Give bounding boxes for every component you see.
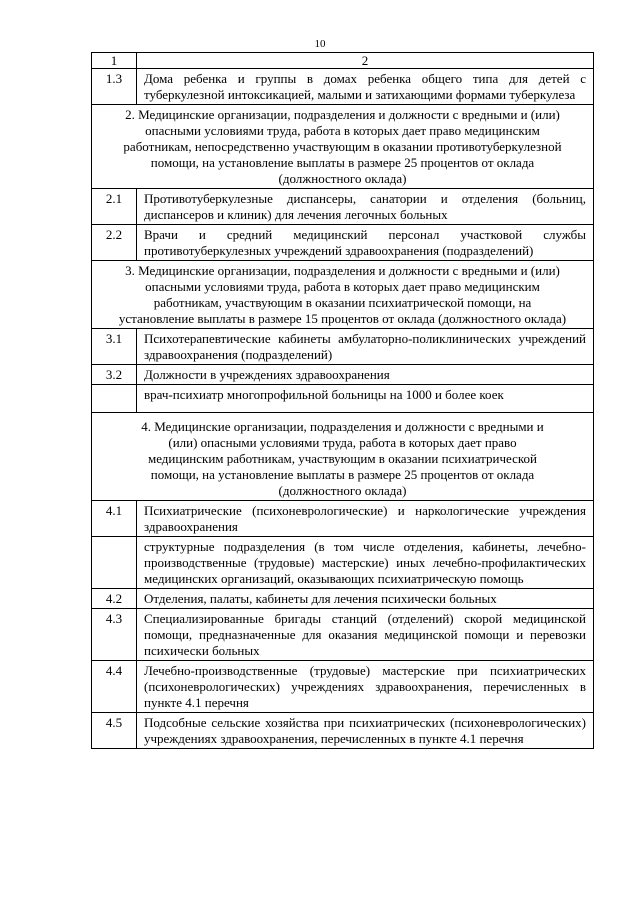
row-number bbox=[92, 537, 137, 589]
section-row bbox=[92, 105, 594, 189]
row-number: 2.1 bbox=[92, 189, 137, 225]
row-text: Врачи и средний медицинский персонал участковой службы противотуберкулезных учреждений здравоохранения (подразделений) bbox=[137, 225, 594, 261]
row-number: 4.2 bbox=[92, 589, 137, 609]
row-text: Подсобные сельские хозяйства при психиатрических (психоневрологических) учреждениях здравоохранения, перечисленных в пункте 4.1 перечня bbox=[137, 713, 594, 749]
column-header-description: 2 bbox=[137, 53, 594, 69]
table-row bbox=[92, 189, 594, 225]
row-text: Дома ребенка и группы в домах ребенка общего типа для детей с туберкулезной интоксикацией, малыми и затихающими формами туберкулеза bbox=[137, 69, 594, 105]
section-row bbox=[92, 261, 594, 329]
row-text: структурные подразделения (в том числе отделения, кабинеты, лечебно-производственные (трудовые) мастерские) иных лечебно-профилактических медицинских организаций, оказывающих психиатрическую помощь bbox=[137, 537, 594, 589]
column-header-number: 1 bbox=[92, 53, 137, 69]
table-row bbox=[92, 713, 594, 749]
row-text: Должности в учреждениях здравоохранения bbox=[137, 365, 594, 385]
table-row bbox=[92, 501, 594, 537]
page-number: 10 bbox=[314, 38, 326, 50]
row-text: Лечебно-производственные (трудовые) мастерские при психиатрических (психоневрологических) учреждениях здравоохранения, перечисленных в пункте 4.1 перечня bbox=[137, 661, 594, 713]
row-number: 2.2 bbox=[92, 225, 137, 261]
section-row bbox=[92, 413, 594, 501]
table-row bbox=[92, 385, 594, 413]
table-row bbox=[92, 69, 594, 105]
row-text: Отделения, палаты, кабинеты для лечения психически больных bbox=[137, 589, 594, 609]
table-row bbox=[92, 365, 594, 385]
table-row bbox=[92, 661, 594, 713]
section-heading: 4. Медицинские организации, подразделения и должности с вредными и (или) опасными условиями труда, работа в которых дает право медицинским работникам, участвующим в оказании психиатрической помощи, на установление выплаты в размере 25 процентов от оклада (должностного оклада) bbox=[92, 413, 594, 501]
section-heading: 2. Медицинские организации, подразделения и должности с вредными и (или) опасными условиями труда, работа в которых дает право медицинским работникам, непосредственно участвующим в оказании противотуберкулезной помощи, на установление выплаты в размере 25 процентов от оклада (должностного оклада) bbox=[92, 105, 594, 189]
row-number: 3.1 bbox=[92, 329, 137, 365]
row-text: Психиатрические (психоневрологические) и наркологические учреждения здравоохранения bbox=[137, 501, 594, 537]
row-text: Противотуберкулезные диспансеры, санатории и отделения (больниц, диспансеров и клиник) для лечения легочных больных bbox=[137, 189, 594, 225]
table-row bbox=[92, 225, 594, 261]
row-number: 1.3 bbox=[92, 69, 137, 105]
row-text: Специализированные бригады станций (отделений) скорой медицинской помощи, предназначенные для оказания медицинской помощи и перевозки психически больных bbox=[137, 609, 594, 661]
row-number: 4.5 bbox=[92, 713, 137, 749]
table-row bbox=[92, 537, 594, 589]
row-text: Психотерапевтические кабинеты амбулаторно-поликлинических учреждений здравоохранения (подразделений) bbox=[137, 329, 594, 365]
table-row bbox=[92, 329, 594, 365]
row-number: 4.1 bbox=[92, 501, 137, 537]
row-number: 4.4 bbox=[92, 661, 137, 713]
row-number: 3.2 bbox=[92, 365, 137, 385]
row-text: врач-психиатр многопрофильной больницы на 1000 и более коек bbox=[137, 385, 594, 413]
row-number bbox=[92, 385, 137, 413]
table-header-row bbox=[92, 53, 594, 69]
row-number: 4.3 bbox=[92, 609, 137, 661]
document-table bbox=[91, 52, 594, 749]
table-row bbox=[92, 609, 594, 661]
section-heading: 3. Медицинские организации, подразделения и должности с вредными и (или) опасными условиями труда, работа в которых дает право медицинским работникам, участвующим в оказании психиатрической помощи, на установление выплаты в размере 15 процентов от оклада (должностного оклада) bbox=[92, 261, 594, 329]
table-row bbox=[92, 589, 594, 609]
